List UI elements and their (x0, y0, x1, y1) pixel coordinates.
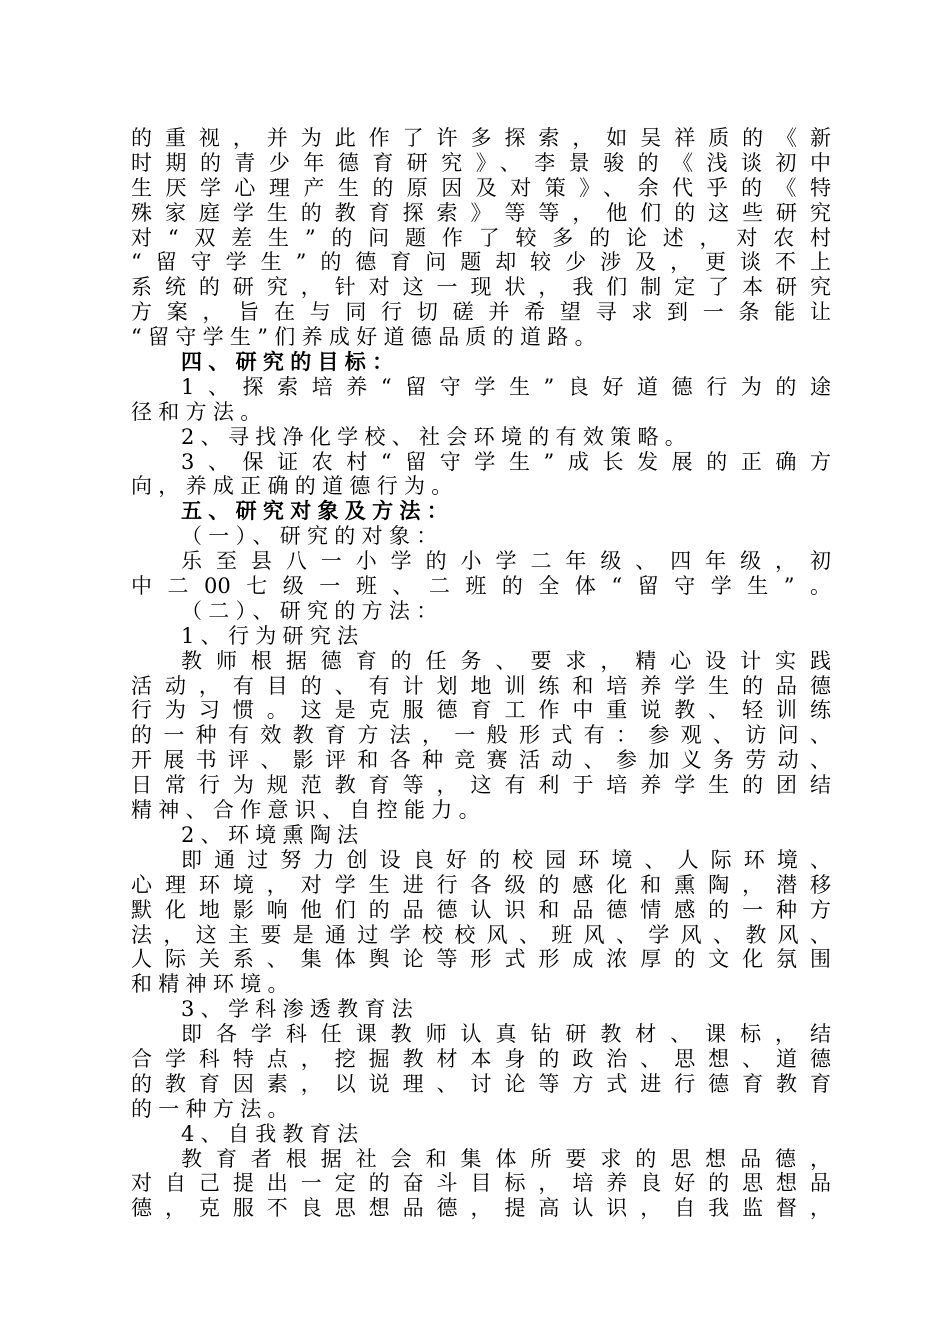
text-line: 心理环境，对学生进行各级的感化和熏陶，潜移 (131, 872, 831, 897)
text-line: 的一种有效教育方法，一般形式有：参观、访问、 (131, 723, 831, 748)
text-line: 方案，旨在与同行切磋并希望寻求到一条能让 (131, 300, 831, 325)
text-line: 2、环境熏陶法 (181, 822, 365, 847)
text-line: 乐至县八一小学的小学二年级、四年级，初 (181, 549, 831, 574)
text-line: （二）、研究的方法： (181, 598, 444, 623)
text-line: “留守学生”们养成好道德品质的道路。 (131, 325, 602, 350)
text-line: 4、自我教育法 (181, 1121, 365, 1146)
text-line: 活动，有目的、有计划地训练和培养学生的品德 (131, 673, 831, 698)
text-line: （一）、研究的对象： (181, 524, 444, 549)
text-line: 3、学科渗透教育法 (181, 997, 420, 1022)
text-line: 合学科特点，挖掘教材本身的政治、思想、道德 (131, 1046, 831, 1071)
text-line: 2、寻找净化学校、社会环境的有效策略。 (181, 424, 693, 449)
text-line: 精神、合作意识、自控能力。 (131, 798, 486, 823)
body-text (131, 126, 831, 1221)
text-line: 的重视，并为此作了许多探索，如吴祥质的《新 (131, 126, 831, 150)
text-line: 的一种方法。 (131, 1096, 295, 1121)
text-line: 时期的青少年德育研究》、李景骏的《浅谈初中 (131, 150, 831, 175)
text-line: 即通过努力创设良好的校园环境、人际环境、 (181, 847, 831, 872)
text-line: 3、保证农村“留守学生”成长发展的正确方 (181, 449, 831, 474)
text-line: 生厌学心理产生的原因及对策》、余代乎的《特 (131, 175, 831, 200)
text-line: 即各学科任课教师认真钻研教材、课标，结 (181, 1022, 831, 1047)
text-line: 教育者根据社会和集体所要求的思想品德， (181, 1146, 831, 1171)
text-line: 对自己提出一定的奋斗目标，培养良好的思想品 (131, 1171, 831, 1196)
text-line: 人际关系、集体舆论等形式形成浓厚的文化氛围 (131, 947, 831, 972)
section-heading: 四、研究的目标： (181, 349, 400, 375)
text-line: 向，养成正确的道德行为。 (131, 474, 459, 499)
text-line: “留守学生”的德育问题却较少涉及，更谈不上 (131, 250, 831, 275)
text-line: 1、行为研究法 (181, 623, 365, 648)
text-line: 和精神环境。 (131, 972, 295, 997)
section-heading: 五、研究对象及方法： (181, 498, 454, 524)
text-line: 德，克服不良思想品德，提高认识，自我监督， (131, 1196, 831, 1221)
text-line: 对“双差生”的问题作了较多的论述，对农村 (131, 225, 831, 250)
text-line: 教师根据德育的任务、要求，精心设计实践 (181, 648, 831, 673)
text-line: 中二00七级一班、二班的全体“留守学生”。 (131, 574, 831, 599)
text-line: 径和方法。 (131, 399, 268, 424)
text-line: 的教育因素，以说理、讨论等方式进行德育教育 (131, 1071, 831, 1096)
text-line: 日常行为规范教育等，这有利于培养学生的团结 (131, 773, 831, 798)
text-line: 行为习惯。这是克服德育工作中重说教、轻训练 (131, 698, 831, 723)
text-line: 殊家庭学生的教育探索》等等，他们的这些研究 (131, 200, 831, 225)
text-line: 1、探索培养“留守学生”良好道德行为的途 (181, 374, 831, 399)
text-line: 开展书评、影评和各种竞赛活动、参加义务劳动、 (131, 748, 831, 773)
text-line: 系统的研究，针对这一现状，我们制定了本研究 (131, 275, 831, 300)
text-line: 法，这主要是通过学校校风、班风、学风、教风、 (131, 922, 831, 947)
text-line: 默化地影响他们的品德认识和品德情感的一种方 (131, 897, 831, 922)
